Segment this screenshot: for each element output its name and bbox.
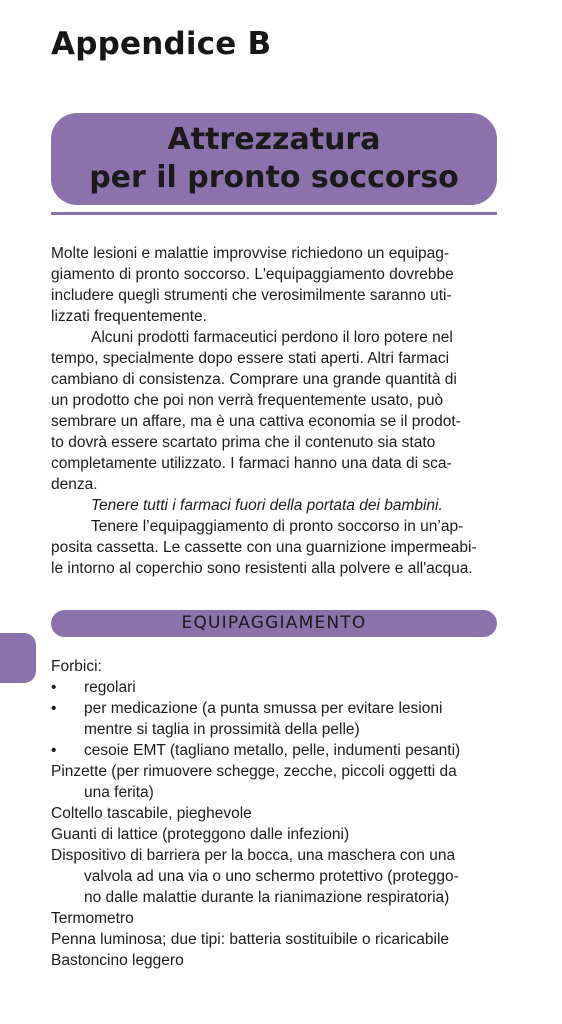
- equipment-list: [51, 656, 511, 971]
- body-line: giamento di pronto soccorso. L'equipaggiamento dovrebbe: [51, 266, 454, 283]
- bullet-icon: •: [51, 700, 57, 717]
- warning-line: Tenere tutti i farmaci fuori della portata dei bambini.: [91, 497, 443, 514]
- body-line: cambiano di consistenza. Comprare una grande quantità di: [51, 371, 457, 388]
- page-side-tab: [0, 633, 36, 683]
- body-line: to dovrà essere scartato prima che il contenuto sia stato: [51, 434, 436, 451]
- intro-text: [51, 243, 501, 579]
- list-item-continuation: valvola ad una via o uno schermo protettivo (proteggo-: [84, 868, 459, 885]
- body-line: lizzati frequentemente.: [51, 308, 207, 325]
- list-item: Guanti di lattice (proteggono dalle infezioni): [51, 826, 350, 843]
- body-line: Alcuni prodotti farmaceutici perdono il loro potere nel: [91, 329, 453, 346]
- chapter-title-line-1: Attrezzatura: [167, 122, 381, 157]
- list-item: [51, 698, 511, 719]
- body-line: Tenere l’equipaggiamento di pronto soccorso in un’ap-: [91, 518, 464, 535]
- list-item: Bastoncino leggero: [51, 952, 184, 969]
- list-item: Forbici:: [51, 658, 102, 675]
- list-item: Penna luminosa; due tipi: batteria sostituibile o ricaricabile: [51, 931, 450, 948]
- list-item: Dispositivo di barriera per la bocca, una maschera con una: [51, 847, 456, 864]
- list-item-continuation: una ferita): [84, 784, 154, 801]
- list-item-text: per medicazione (a punta smussa per evitare lesioni: [84, 700, 443, 717]
- list-item: [51, 740, 511, 761]
- appendix-heading: Appendice B: [51, 26, 272, 62]
- body-line: un prodotto che poi non verrà frequentemente usato, può: [51, 392, 444, 409]
- list-item-continuation: no dalle malattie durante la rianimazione respiratoria): [84, 889, 450, 906]
- chapter-title-box: [51, 113, 497, 205]
- list-item: Pinzette (per rimuovere schegge, zecche, piccoli oggetti da: [51, 763, 457, 780]
- bullet-icon: •: [51, 679, 57, 696]
- list-item: [51, 677, 511, 698]
- section-heading: EQUIPAGGIAMENTO: [181, 613, 367, 633]
- list-item: Termometro: [51, 910, 134, 927]
- body-line: sembrare un affare, ma è una cattiva economia se il prodot-: [51, 413, 461, 430]
- body-line: tempo, specialmente dopo essere stati aperti. Altri farmaci: [51, 350, 450, 367]
- chapter-title-line-2: per il pronto soccorso: [89, 160, 459, 195]
- title-divider: [51, 212, 497, 215]
- list-item-text: cesoie EMT (tagliano metallo, pelle, indumenti pesanti): [84, 742, 461, 759]
- body-line: denza.: [51, 476, 98, 493]
- list-item-text: regolari: [84, 679, 136, 696]
- body-line: le intorno al coperchio sono resistenti alla polvere e all'acqua.: [51, 560, 473, 577]
- body-line: posita cassetta. Le cassette con una guarnizione impermeabi-: [51, 539, 477, 556]
- section-heading-bar: [51, 610, 497, 637]
- list-item-continuation: mentre si taglia in prossimità della pelle): [84, 721, 360, 738]
- body-line: Molte lesioni e malattie improvvise richiedono un equipag-: [51, 245, 450, 262]
- list-item: Coltello tascabile, pieghevole: [51, 805, 252, 822]
- body-line: completamente utilizzato. I farmaci hanno una data di sca-: [51, 455, 452, 472]
- body-line: includere quegli strumenti che verosimilmente saranno uti-: [51, 287, 452, 304]
- bullet-icon: •: [51, 742, 57, 759]
